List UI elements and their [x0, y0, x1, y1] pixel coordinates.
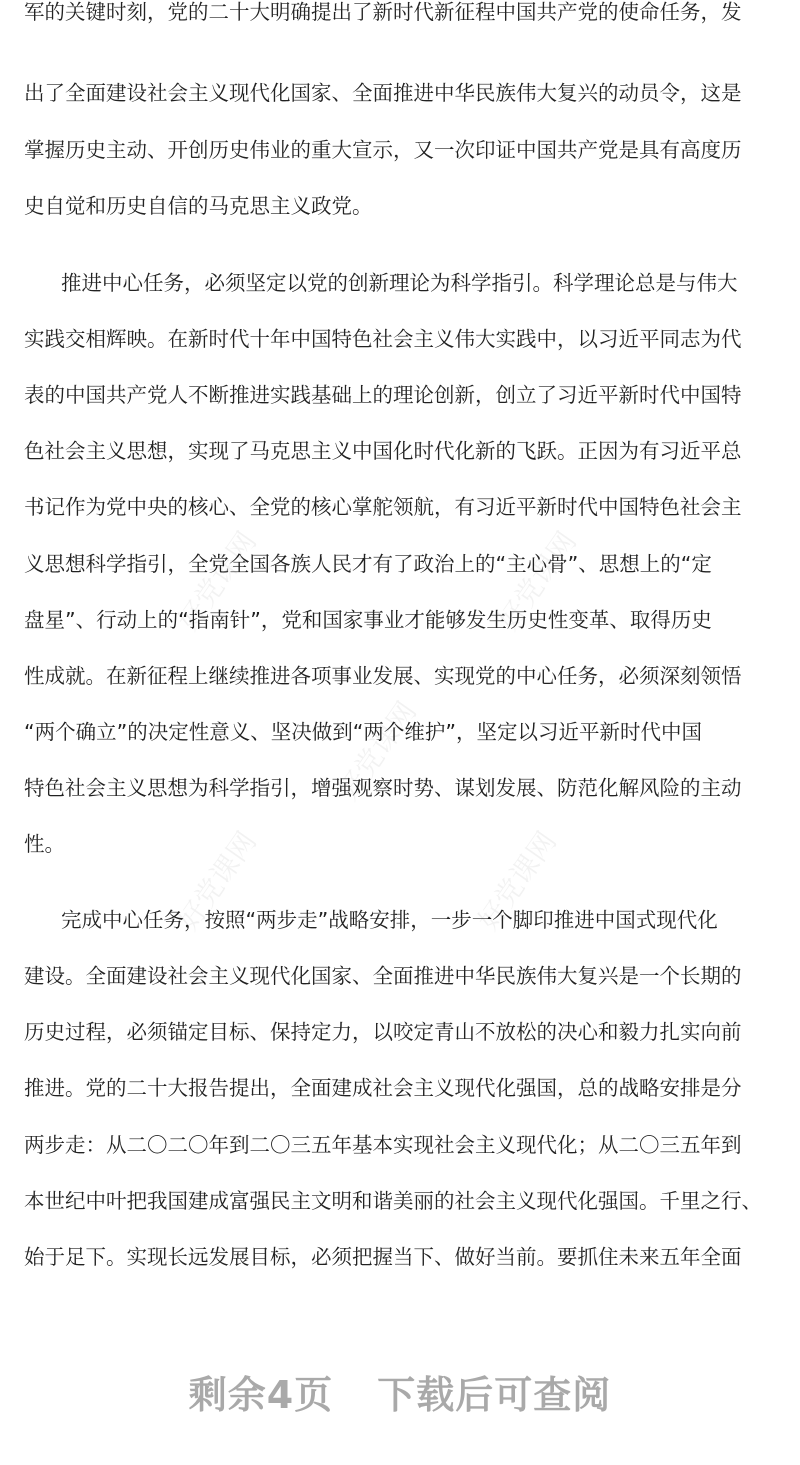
paragraph-line: 掌握历史主动、开创历史伟业的重大宣示，又一次印证中国共产党是具有高度历 [24, 138, 742, 162]
watermark: 好党课网 [491, 525, 583, 637]
paragraph-line: 实践交相辉映。在新时代十年中国特色社会主义伟大实践中，以习近平同志为代 [24, 327, 742, 351]
paragraph-line: 出了全面建设社会主义现代化国家、全面推进中华民族伟大复兴的动员令，这是 [24, 81, 742, 105]
paragraph-line: 两步走：从二〇二〇年到二〇三五年基本实现社会主义现代化；从二〇三五年到 [24, 1133, 742, 1157]
paragraph-line: 书记作为党中央的核心、全党的核心掌舵领航，有习近平新时代中国特色社会主 [24, 495, 742, 519]
paragraph-line: 本世纪中叶把我国建成富强民主文明和谐美丽的社会主义现代化强国。千里之行、 [24, 1189, 762, 1213]
paragraph-line: 史自觉和历史自信的马克思主义政党。 [24, 194, 373, 218]
paragraph-line: 性。 [24, 832, 65, 856]
watermark: 好党课网 [171, 825, 263, 937]
paragraph-line: 推进中心任务，必须坚定以党的创新理论为科学指引。科学理论总是与伟大 [61, 271, 738, 295]
watermark: 好党课网 [171, 525, 263, 637]
paragraph-line: 性成就。在新征程上继续推进各项事业发展、实现党的中心任务，必须深刻领悟 [24, 664, 742, 688]
paragraph-line: 义思想科学指引，全党全国各族人民才有了政治上的“主心骨”、思想上的“定 [24, 552, 712, 576]
paragraph-line: 建设。全面建设社会主义现代化国家、全面推进中华民族伟大复兴是一个长期的 [24, 964, 742, 988]
paragraph-line: 军的关键时刻，党的二十大明确提出了新时代新征程中国共产党的使命任务，发 [24, 0, 742, 24]
paragraph-line: 盘星”、行动上的“指南针”，党和国家事业才能够发生历史性变革、取得历史 [24, 608, 712, 632]
paragraph-line: 推进。党的二十大报告提出，全面建成社会主义现代化强国，总的战略安排是分 [24, 1076, 742, 1100]
download-prompt-label[interactable]: 下载后可查阅 [377, 1373, 612, 1417]
paragraph-line: 色社会主义思想，实现了马克思主义中国化时代化新的飞跃。正因为有习近平总 [24, 439, 742, 463]
paragraph-line: 完成中心任务，按照“两步走”战略安排，一步一个脚印推进中国式现代化 [61, 908, 718, 932]
watermark: 好党课网 [471, 825, 563, 937]
watermark: 好党课网 [331, 695, 423, 807]
paragraph-line: 历史过程，必须锚定目标、保持定力，以咬定青山不放松的决心和毅力扎实向前 [24, 1020, 742, 1044]
preview-limit-banner[interactable] [0, 1364, 800, 1419]
paragraph-line: 表的中国共产党人不断推进实践基础上的理论创新，创立了习近平新时代中国特 [24, 383, 742, 407]
paragraph-line: 始于足下。实现长远发展目标，必须把握当下、做好当前。要抓住未来五年全面 [24, 1245, 742, 1269]
paragraph-line: “两个确立”的决定性意义、坚决做到“两个维护”，坚定以习近平新时代中国 [24, 720, 702, 744]
paragraph-line: 特色社会主义思想为科学指引，增强观察时势、谋划发展、防范化解风险的主动 [24, 776, 742, 800]
remaining-pages-label: 剩余4页 [188, 1373, 334, 1417]
